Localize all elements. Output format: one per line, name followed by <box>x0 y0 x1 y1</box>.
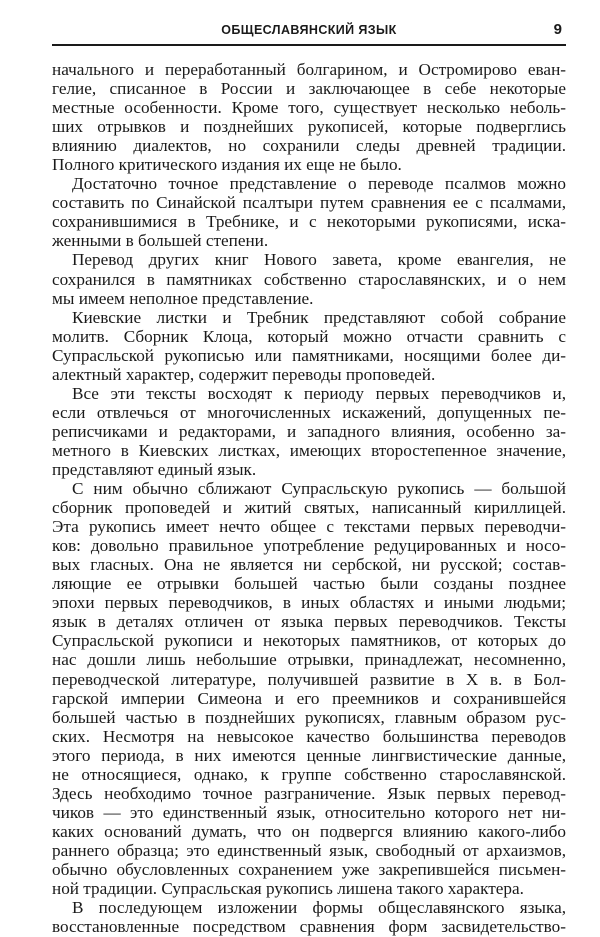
text-line: метного в Киевских листках, имеющих второстепенное значение, <box>52 440 566 460</box>
text-line: ских. Несмотря на невысокое качество большинства переводов <box>52 726 566 746</box>
body-text <box>52 60 566 936</box>
text-line: Эта рукопись имеет нечто общее с текстами первых переводчи- <box>52 517 566 537</box>
text-line: переводческой литературе, получившей развитие в X в. в Бол- <box>52 669 566 689</box>
text-line: если отвлечься от многочисленных искажений, допущенных пе- <box>52 402 566 422</box>
text-line: молитв. Сборник Клоца, который можно отчасти сравнить с <box>52 326 566 346</box>
text-line: ляющие ее отрывки большей частью были созданы позднее <box>52 574 566 594</box>
text-line: эпохи первых переводчиков, в иных областях и иными людьми; <box>52 593 566 613</box>
text-line: нас дошли лишь небольшие отрывки, принадлежат, несомненно, <box>52 650 566 670</box>
text-line: большей частью в позднейших рукописях, главным образом рус- <box>52 707 566 727</box>
text-line: С ним обычно сближают Супрасльскую рукопись — большой <box>72 479 566 499</box>
text-line: Супрасльской рукописи и некоторых памятников, от которых до <box>52 631 566 651</box>
text-line: ших отрывков и позднейших рукописей, которые подверглись <box>52 117 566 137</box>
running-head <box>52 18 566 46</box>
text-line: составить по Синайской псалтыри путем сравнения ее с псалмами, <box>52 193 566 213</box>
text-line: мы имеем неполное представление. <box>52 288 314 308</box>
text-line: ков: довольно правильное употребление редуцированных и носо- <box>52 536 566 556</box>
page-number: 9 <box>553 21 562 38</box>
text-line: обычно обусловленных сохранением уже закрепившейся письмен- <box>52 859 566 879</box>
text-line: гарской империи Симеона и его преемников и сохранившейся <box>52 688 566 708</box>
text-line: Достаточно точное представление о переводе псалмов можно <box>72 174 566 194</box>
running-title: ОБЩЕСЛАВЯНСКИЙ ЯЗЫК <box>221 23 397 37</box>
text-line: Полного критического издания их еще не было. <box>52 155 402 175</box>
text-line: ной традиции. Супрасльская рукопись лишена такого характера. <box>52 879 524 899</box>
text-line: чиков — это единственный язык, относительно которого нет ни- <box>52 802 566 822</box>
text-line: алектный характер, содержит переводы проповедей. <box>52 364 436 384</box>
text-line: реписчиками и редакторами, и западного влияния, особенно за- <box>52 421 566 441</box>
text-line: представляют единый язык. <box>52 459 257 479</box>
text-line: сохранившимися в Требнике, и с некоторыми рукописями, иска- <box>52 212 566 232</box>
text-line: не относящиеся, однако, к группе собственно старославянской. <box>52 764 566 784</box>
text-line: гелие, списанное в России и заключающее в себе некоторые <box>52 79 566 99</box>
text-line: вых гласных. Она не является ни сербской, ни русской; состав- <box>52 555 566 575</box>
text-line: влиянию диалектов, но сохранили следы древней традиции. <box>52 136 566 156</box>
text-line: местные особенности. Кроме того, существует несколько неболь- <box>52 98 566 118</box>
text-line: женными в большей степени. <box>52 231 269 251</box>
text-line: сборник проповедей и житий святых, написанный кириллицей. <box>52 498 566 518</box>
text-line: начального и переработанный болгарином, и Остромирово еван- <box>52 60 566 79</box>
text-line: раннего образца; это единственный язык, свободный от архаизмов, <box>52 840 566 860</box>
text-line: В последующем изложении формы общеславянского языка, <box>72 898 566 918</box>
text-line: Супрасльской рукописью или памятниками, носящими более ди- <box>52 345 566 365</box>
text-line: восстановленные посредством сравнения форм засвидетельство- <box>52 917 566 937</box>
text-line: Киевские листки и Требник представляют собой собрание <box>72 307 566 327</box>
text-line: Все эти тексты восходят к периоду первых переводчиков и, <box>72 383 566 403</box>
text-line: язык в деталях отличен от языка первых переводчиков. Тексты <box>52 612 566 632</box>
text-line: каких оснований думать, что он подвергся влиянию какого-либо <box>52 821 566 841</box>
text-line: этого периода, в них имеются ценные лингвистические данные, <box>52 745 566 765</box>
text-line: Здесь необходимо точное разграничение. Язык первых перевод- <box>52 783 566 803</box>
text-line: сохранился в памятниках собственно старославянских, и о нем <box>52 269 566 289</box>
text-line: Перевод других книг Нового завета, кроме евангелия, не <box>72 250 566 270</box>
